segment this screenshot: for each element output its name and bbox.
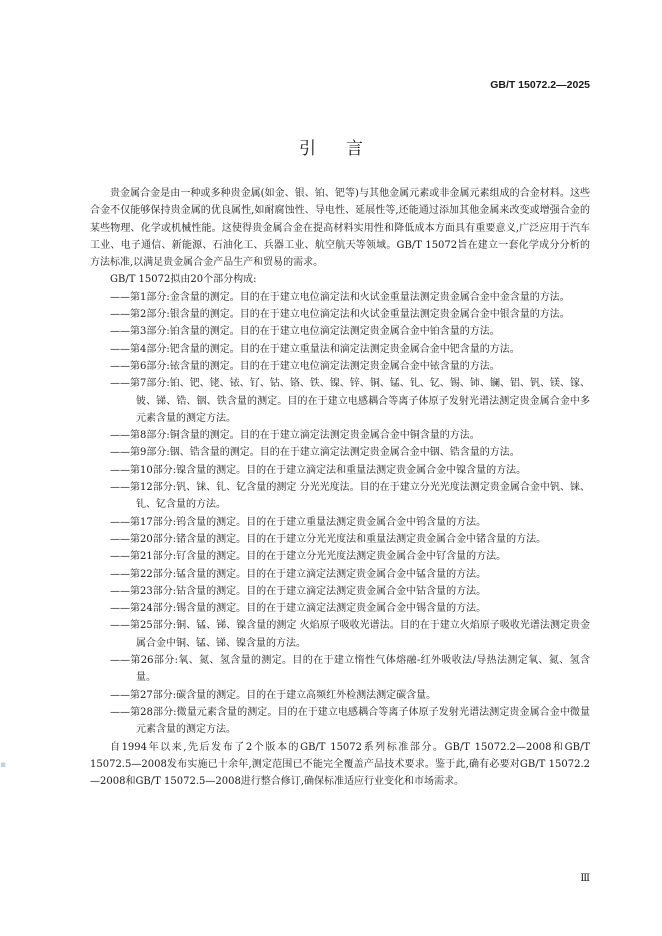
parts-intro: GB/T 15072拟由20个部分构成:	[110, 274, 257, 286]
list-item: ——第2部分:银含量的测定。目的在于建立电位滴定法和火试金重量法测定贵金属合金中银含量的方法。	[110, 309, 570, 321]
list-item: ——第24部分:锡含量的测定。目的在于建立滴定法测定贵金属合金中锡含量的方法。	[110, 603, 487, 615]
list-item: ——第27部分:碳含量的测定。目的在于建立高频红外检测法测定碳含量。	[110, 689, 437, 701]
list-item: ——第7部分:铂、钯、铑、铱、钌、钴、铬、铁、镍、锌、铜、锰、钆、钇、锡、铈、镧、铝、钒、镁、镓、铍、锑、锆、铟、铁含量的测定。目的在于建立电感耦合等离子体原子发射光谱法测定贵金属合金中多元素含量的测定方法。	[110, 378, 590, 424]
list-item: ——第25部分:铜、锰、锑、镍含量的测定 火焰原子吸收光谱法。目的在于建立火焰原子吸收光谱法测定贵金属合金中铜、锰、锑、镍含量的方法。	[110, 620, 590, 649]
list-item: ——第9部分:铟、锆含量的测定。目的在于建立滴定法测定贵金属合金中铟、锆含量的方法。	[110, 447, 520, 459]
list-item: ——第4部分:钯含量的测定。目的在于建立重量法和滴定法测定贵金属合金中钯含量的方法。	[110, 343, 520, 355]
page-number: Ⅲ	[580, 873, 590, 884]
intro-paragraph: 贵金属合金是由一种或多种贵金属(如金、银、铂、钯等)与其他金属元素或非金属元素组成的合金材料。这些合金不仅能够保持贵金属的优良属性,如耐腐蚀性、导电性、延展性等,还能通过添加其他金属来改变或增强合金的某些物理、化学或机械性能。这使得贵金属合金在提高材料实用性和降低成本方面具有重要意义,广泛应用于汽车工业、电子通信、新能源、石油化工、兵器工业、航空航天等领域。GB/T 15072旨在建立一套化学成分分析的方法标准,以满足贵金属合金产品生产和贸易的需求。	[90, 188, 590, 269]
list-item: ——第20部分:锗含量的测定。目的在于建立分光光度法和重量法测定贵金属合金中锗含量的方法。	[110, 533, 547, 545]
closing-paragraph: 自1994年以来,先后发布了2个版本的GB/T 15072系列标准部分。GB/T 15072.2—2008和GB/T 15072.5—2008发布实施已十余年,测定范围已不能完全覆盖产品技术要求。鉴于此,确有必要对GB/T 15072.2—2008和GB/T 15072.5—2008进行整合修订,确保标准适应行业变化和市场需求。	[90, 741, 590, 788]
list-item: ——第22部分:锰含量的测定。目的在于建立滴定法测定贵金属合金中锰含量的方法。	[110, 568, 487, 580]
list-item: ——第28部分:微量元素含量的测定。目的在于建立电感耦合等离子体原子发射光谱法测定贵金属合金中微量元素含量的测定方法。	[110, 706, 590, 736]
list-item: ——第8部分:铜含量的测定。目的在于建立滴定法测定贵金属合金中铜含量的方法。	[110, 430, 480, 442]
list-item: ——第21部分:钌含量的测定。目的在于建立分光光度法测定贵金属合金中钌含量的方法。	[110, 551, 507, 563]
list-item: ——第1部分:金含量的测定。目的在于建立电位滴定法和火试金重量法测定贵金属合金中金含量的方法。	[110, 291, 570, 303]
standard-number: GB/T 15072.2—2025	[490, 79, 590, 91]
list-item: ——第3部分:铂含量的测定。目的在于建立电位滴定法测定贵金属合金中铂含量的方法。	[110, 326, 500, 338]
parts-list	[90, 289, 590, 739]
page-title: 引言	[299, 139, 393, 159]
list-item: ——第26部分:氧、氮、氢含量的测定。目的在于建立惰性气体熔融-红外吸收法/导热法测定氧、氮、氢含量。	[110, 655, 590, 684]
list-item: ——第23部分:钴含量的测定。目的在于建立滴定法测定贵金属合金中钴含量的方法。	[110, 585, 487, 597]
list-item: ——第10部分:镍含量的测定。目的在于建立滴定法和重量法测定贵金属合金中镍含量的方法。	[110, 464, 527, 476]
watermark-icon: ▪	[0, 760, 7, 770]
document-body	[90, 185, 590, 790]
list-item: ——第17部分:钨含量的测定。目的在于建立重量法测定贵金属合金中钨含量的方法。	[110, 516, 487, 528]
list-item: ——第6部分:铱含量的测定。目的在于建立电位滴定法测定贵金属合金中铱含量的方法。	[110, 360, 500, 372]
list-item: ——第12部分:钒、铼、钆、钇含量的测定 分光光度法。目的在于建立分光光度法测定贵金属合金中钒、铼、钆、钇含量的方法。	[110, 482, 590, 511]
